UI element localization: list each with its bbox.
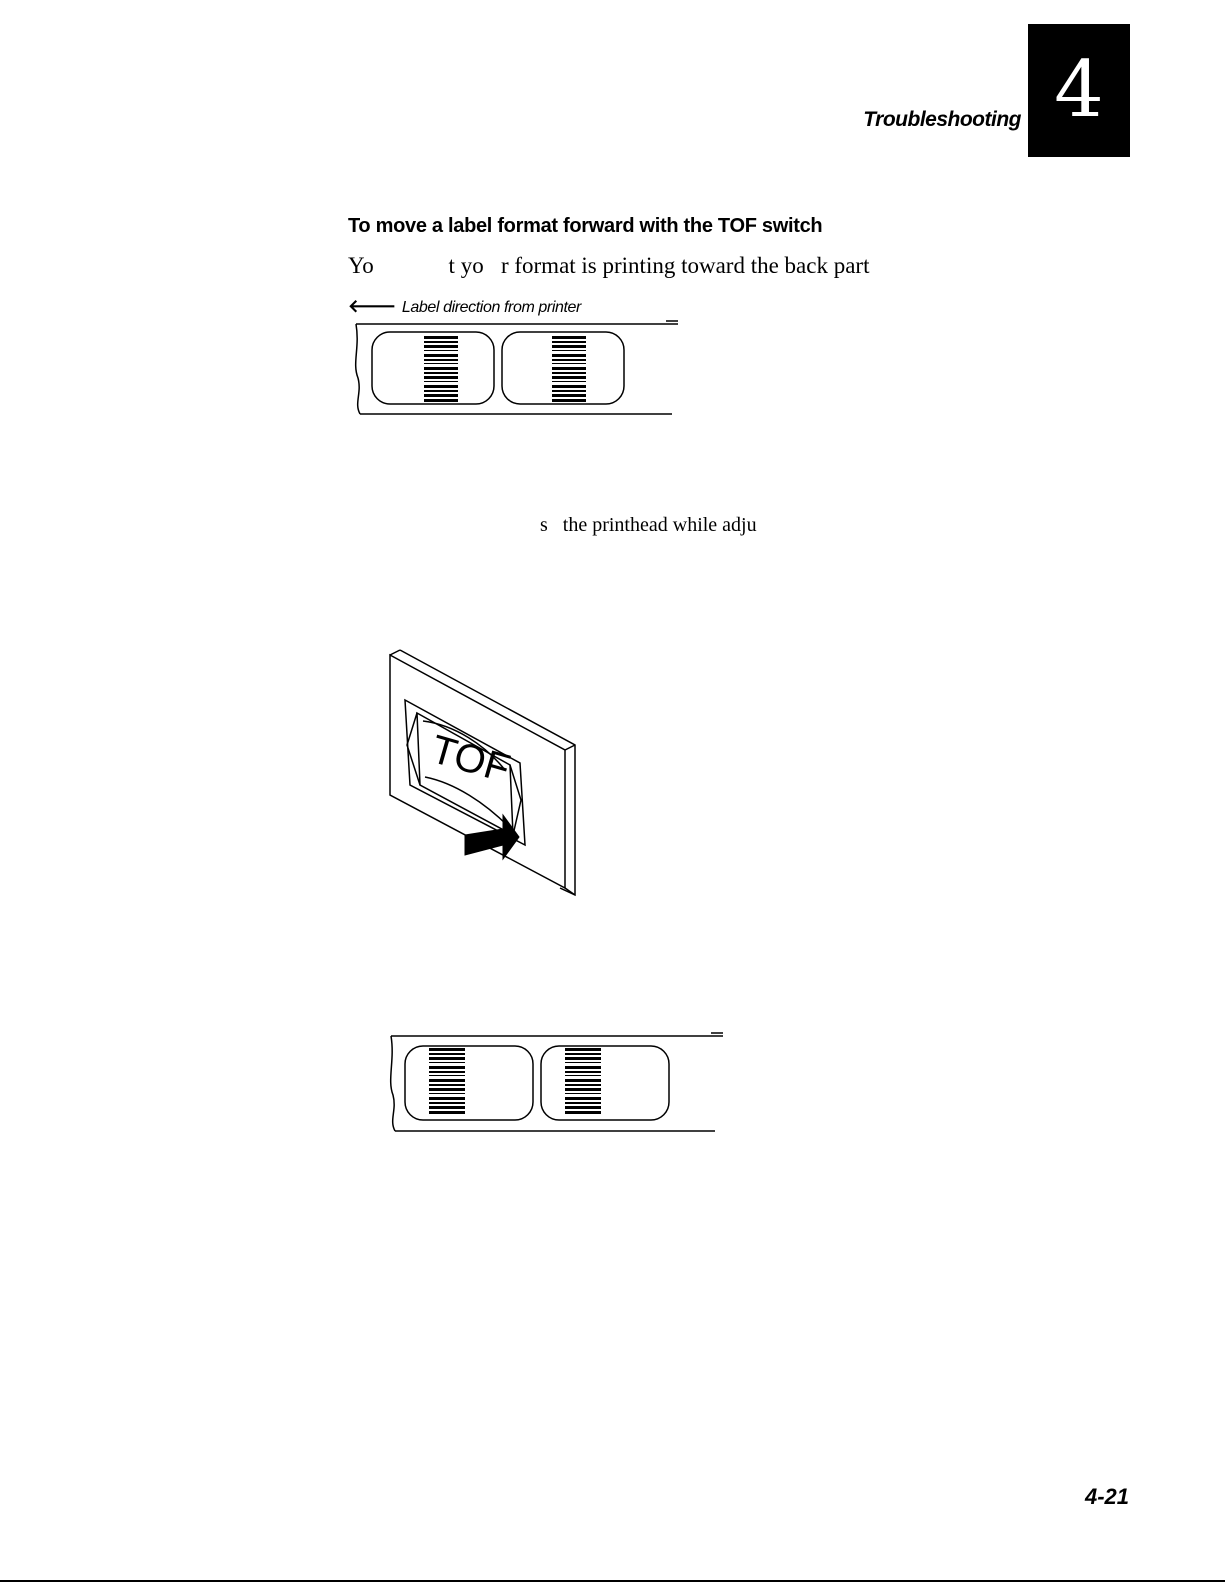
- barcode-bar: [424, 394, 458, 397]
- barcode-bar: [429, 1102, 465, 1104]
- barcode-bar: [552, 394, 586, 397]
- barcode-bar: [552, 345, 586, 348]
- barcode-bar: [552, 367, 586, 370]
- barcode-icon: [565, 1048, 601, 1114]
- barcode-bar: [424, 359, 458, 361]
- barcode-bar: [565, 1053, 601, 1055]
- barcode-bar: [429, 1048, 465, 1051]
- tof-switch-label: TOF: [426, 727, 515, 792]
- barcode-bar: [424, 381, 458, 382]
- barcode-bar: [552, 363, 586, 364]
- barcode-bar: [565, 1088, 601, 1091]
- barcode-bar: [424, 390, 458, 392]
- body-text-fragment: Yo t yo r format is printing toward the back part: [348, 253, 870, 278]
- barcode-bar: [424, 354, 458, 357]
- page-number: 4-21: [1084, 1484, 1129, 1509]
- barcode-bar: [565, 1084, 601, 1086]
- barcode-bar: [552, 385, 586, 388]
- barcode-bar: [552, 390, 586, 392]
- barcode-bar: [565, 1075, 601, 1076]
- label-direction-caption: [348, 296, 581, 317]
- barcode-bar: [429, 1062, 465, 1063]
- label-strip-figure-bottom: [385, 1030, 745, 1140]
- barcode-bar: [429, 1097, 465, 1100]
- barcode-icon: [552, 336, 586, 402]
- barcode-bar: [565, 1093, 601, 1094]
- barcode-bar: [552, 372, 586, 374]
- barcode-bar: [429, 1106, 465, 1109]
- bottom-rule: [0, 1580, 1225, 1582]
- barcode-bar: [424, 367, 458, 370]
- barcode-bar: [565, 1111, 601, 1114]
- barcode-bar: [429, 1111, 465, 1114]
- barcode-bar: [552, 341, 586, 343]
- barcode-bar: [429, 1057, 465, 1060]
- section-title: Troubleshooting: [863, 108, 1021, 131]
- barcode-bar: [565, 1057, 601, 1060]
- label-direction-text: Label direction from printer: [401, 299, 581, 316]
- barcode-bar: [565, 1071, 601, 1073]
- barcode-bar: [552, 359, 586, 361]
- barcode-bar: [424, 336, 458, 339]
- barcode-bar: [552, 350, 586, 351]
- tof-switch-figure: [385, 645, 585, 905]
- barcode-bar: [565, 1079, 601, 1082]
- barcode-bar: [429, 1093, 465, 1094]
- left-arrow-icon: 🡐: [348, 296, 396, 316]
- barcode-bar: [424, 385, 458, 388]
- label-right: [541, 1046, 669, 1120]
- barcode-bar: [565, 1048, 601, 1051]
- barcode-bar: [565, 1062, 601, 1063]
- barcode-bar: [552, 399, 586, 402]
- barcode-icon: [429, 1048, 465, 1114]
- label-left: [405, 1046, 533, 1120]
- barcode-bar: [552, 381, 586, 382]
- barcode-bar: [552, 376, 586, 379]
- barcode-bar: [552, 336, 586, 339]
- barcode-bar: [429, 1053, 465, 1055]
- barcode-bar: [429, 1084, 465, 1086]
- barcode-bar: [424, 341, 458, 343]
- barcode-bar: [424, 376, 458, 379]
- barcode-bar: [565, 1097, 601, 1100]
- barcode-bar: [565, 1066, 601, 1069]
- barcode-bar: [565, 1102, 601, 1104]
- barcode-bar: [429, 1075, 465, 1076]
- barcode-bar: [424, 345, 458, 348]
- barcode-bar: [424, 363, 458, 364]
- body-text-fragment: s the printhead while adju: [540, 514, 757, 536]
- barcode-icon: [424, 336, 458, 402]
- procedure-heading: To move a label format forward with the TOF switch: [348, 215, 823, 237]
- barcode-bar: [429, 1071, 465, 1073]
- barcode-bar: [424, 350, 458, 351]
- barcode-bar: [424, 399, 458, 402]
- barcode-bar: [552, 354, 586, 357]
- barcode-bar: [429, 1066, 465, 1069]
- barcode-bar: [429, 1079, 465, 1082]
- barcode-bar: [424, 372, 458, 374]
- barcode-bar: [565, 1106, 601, 1109]
- barcode-bar: [429, 1088, 465, 1091]
- label-strip-figure-top: [350, 318, 690, 428]
- chapter-number-tab: 4: [1028, 24, 1130, 157]
